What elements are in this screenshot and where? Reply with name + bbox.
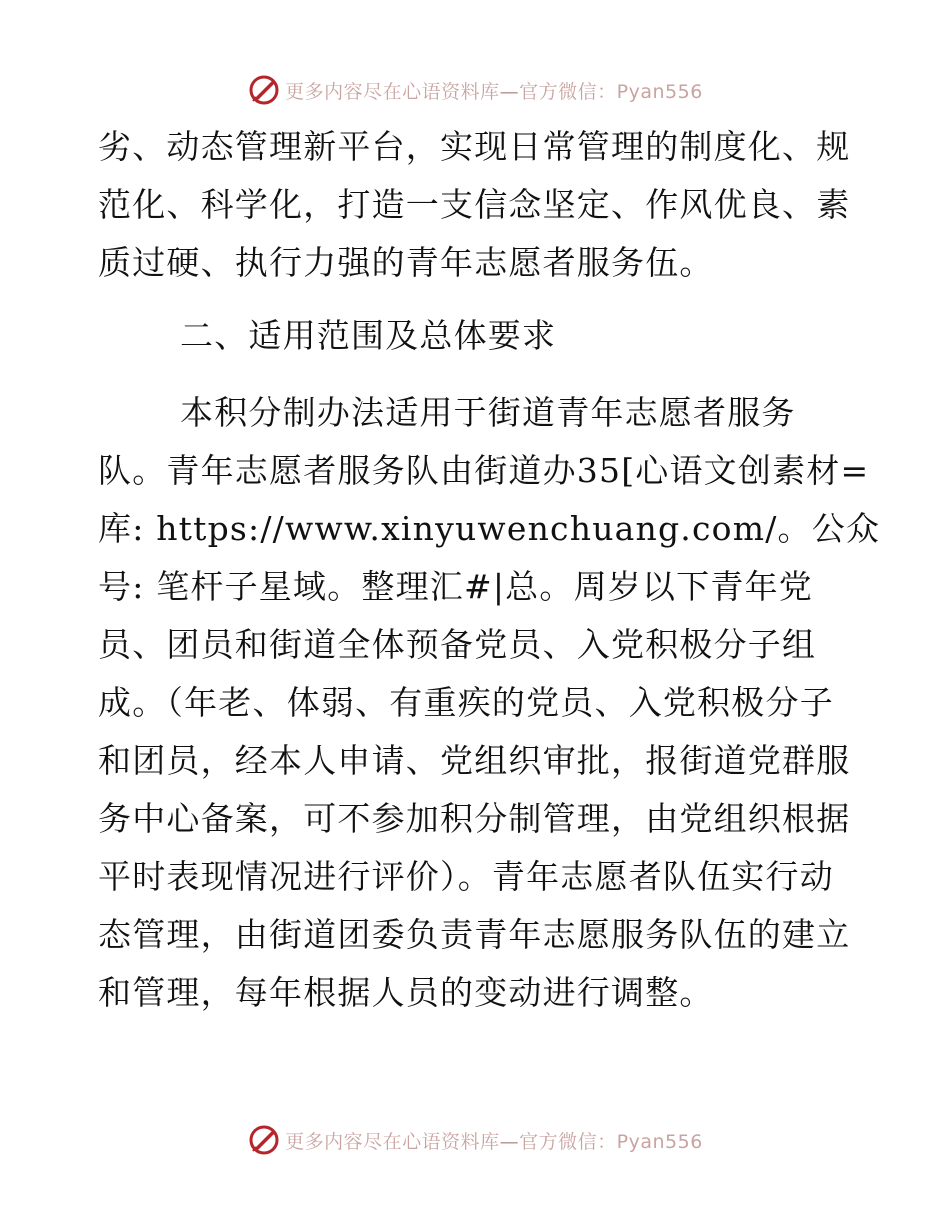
footer-banner	[0, 1120, 950, 1160]
text-line: 库: https://www.xinyuwenchuang.com/。公众	[98, 509, 881, 548]
quill-pen-circle-logo-icon	[247, 1123, 281, 1157]
text-line: 和管理，每年根据人员的变动进行调整。	[98, 973, 714, 1012]
text-line: 劣、动态管理新平台，实现日常管理的制度化、规	[98, 127, 851, 166]
text-line: 范化、科学化，打造一支信念坚定、作风优良、素	[98, 185, 851, 224]
quill-pen-circle-logo-icon	[247, 73, 281, 107]
text-line: 队。青年志愿者服务队由街道办35[心语文创素材=	[98, 451, 870, 490]
header-banner	[0, 70, 950, 110]
banner-text: 更多内容尽在心语资料库—官方微信：Pyan556	[285, 80, 703, 103]
text-line: 平时表现情况进行评价）。青年志愿者队伍实行动	[98, 857, 834, 896]
text-line: 态管理，由街道团委负责青年志愿服务队伍的建立	[98, 915, 851, 954]
text-line: 质过硬、执行力强的青年志愿者服务伍。	[98, 243, 714, 282]
text-line: 成。（年老、体弱、有重疾的党员、入党积极分子	[98, 683, 834, 722]
banner-text: 更多内容尽在心语资料库—官方微信：Pyan556	[285, 1130, 703, 1153]
text-line: 号: 笔杆子星域。整理汇#|总。周岁以下青年党	[98, 567, 813, 606]
text-line: 务中心备案，可不参加积分制管理，由党组织根据	[98, 799, 851, 838]
section-heading: 二、适用范围及总体要求	[180, 316, 557, 355]
text-line: 和团员，经本人申请、党组织审批，报街道党群服	[98, 741, 851, 780]
text-line: 本积分制办法适用于街道青年志愿者服务	[180, 393, 796, 432]
text-line: 员、团员和街道全体预备党员、入党积极分子组	[98, 625, 817, 664]
